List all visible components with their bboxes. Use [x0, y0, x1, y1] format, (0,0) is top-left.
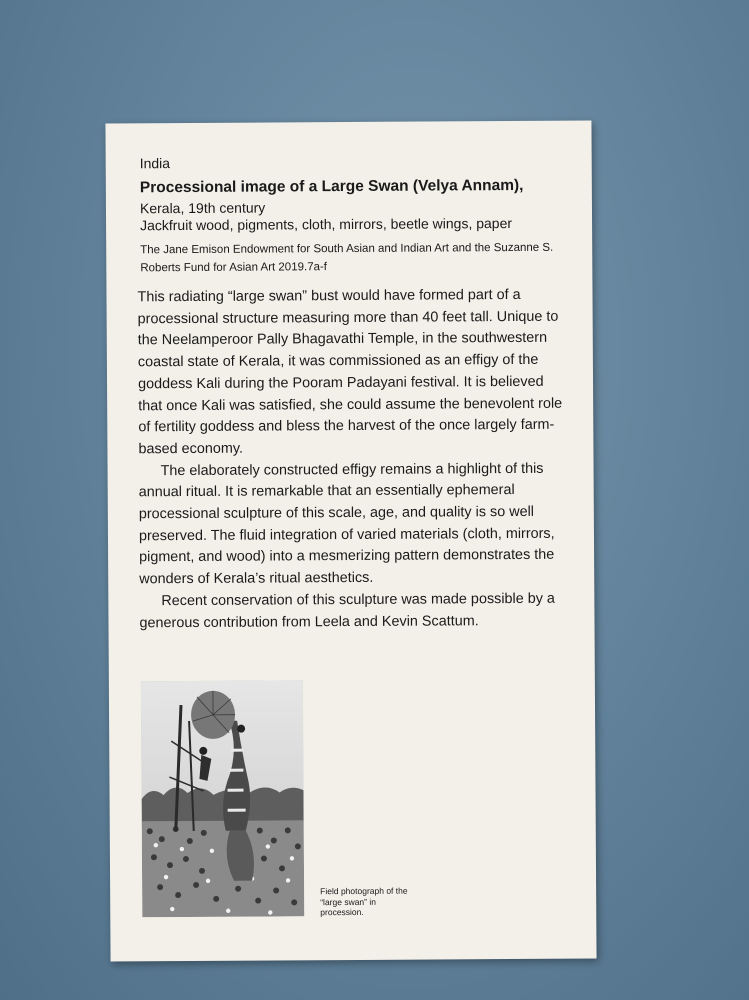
artwork-title: Processional image of a Large Swan (Velya Annam), — [139, 176, 524, 197]
museum-label-card — [105, 121, 596, 962]
body-paragraph-2: The elaborately constructed effigy remains a highlight of this annual ritual. It is remarkable that an essentially ephemeral processional sculpture of this scale, age, and quality is so well preserved. The fluid integration of varied materials (cloth, mirrors, pigment, and wood) into a mesmerizing pattern demonstrates the wonders of Kerala’s ritual aesthetics. — [138, 460, 555, 588]
photo-caption: Field photograph of the “large swan” in procession. — [320, 885, 408, 918]
body-paragraph-3: Recent conservation of this sculpture was made possible by a generous contribution from Leela and Kevin Scattum. — [139, 590, 555, 631]
artwork-date: Kerala, 19th century — [139, 199, 266, 217]
artwork-medium: Jackfruit wood, pigments, cloth, mirrors, beetle wings, paper — [140, 215, 513, 234]
field-photograph — [141, 680, 304, 917]
credit-line: The Jane Emison Endowment for South Asian and Indian Art and the Suzanne S. Roberts Fund for Asian Art 2019.7a-f — [140, 241, 554, 275]
body-paragraph-1: This radiating “large swan” bust would have formed part of a processional structure measuring more than 40 feet tall. Unique to the Neelamperoor Pally Bhagavathi Temple, in the southwestern coastal state of Kerala, it was commissioned as an effigy of the goddess Kali during the Pooram Padayani festival. It is believed that once Kali was satisfied, she could assume the benevolent role of fertility goddess and bless the harvest of the once largely farm-based economy. — [137, 286, 563, 458]
culture-line: India — [139, 155, 171, 172]
field-photograph-image — [141, 680, 304, 917]
label-body — [137, 285, 564, 635]
artwork-title-text: Processional image of a Large Swan (Velya Annam) — [139, 176, 520, 197]
